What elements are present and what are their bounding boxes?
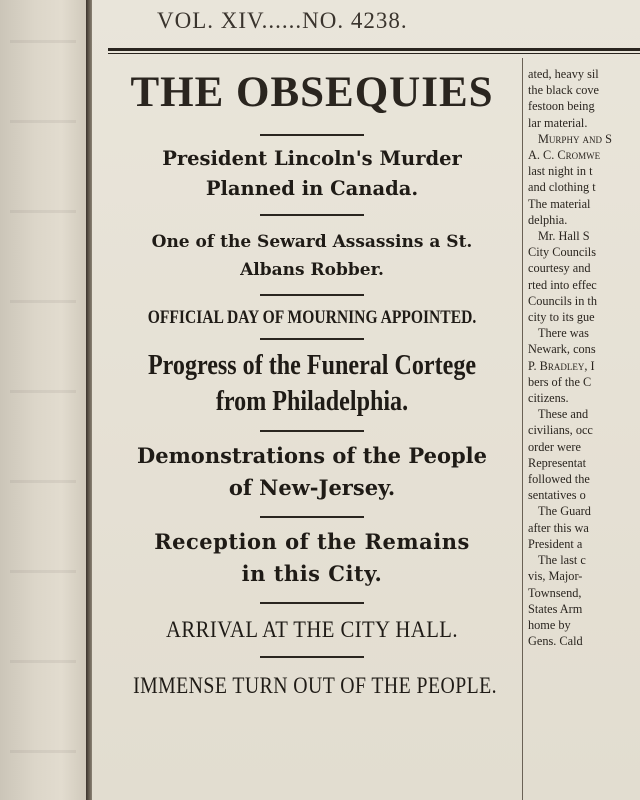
article-line: States Arm <box>528 601 583 616</box>
article-line: The last c <box>538 553 586 568</box>
headline-divider <box>260 430 364 432</box>
deck-city-hall: ARRIVAL AT THE CITY HALL. <box>165 617 459 642</box>
deck-seward-line-1: One of the Seward Assassins a St. <box>151 232 473 252</box>
article-line: There was <box>538 326 589 341</box>
article-line: civilians, occ <box>528 423 593 438</box>
headline-column <box>104 68 520 702</box>
article-line: citizens. <box>528 391 569 406</box>
article-line: courtesy and <box>528 261 591 276</box>
article-line: These and <box>538 407 589 422</box>
adjacent-page-edge <box>0 0 88 800</box>
article-line: last night in t <box>528 164 593 179</box>
article-line: Townsend, <box>528 585 582 600</box>
article-line: rted into effec <box>528 277 597 292</box>
article-line: Newark, cons <box>528 342 596 357</box>
deck-new-jersey-line-1: Demonstrations of the People <box>137 443 487 468</box>
article-line: festoon being <box>528 99 595 114</box>
deck-cortege-line-2: from Philadelphia. <box>215 386 409 417</box>
deck-turnout: IMMENSE TURN OUT OF THE PEOPLE. <box>133 673 498 698</box>
main-headline: THE OBSEQUIES <box>130 69 494 116</box>
deck-remains-line-1: Reception of the Remains <box>154 529 470 554</box>
article-line: followed the <box>528 472 590 487</box>
headline-divider <box>260 656 364 658</box>
article-line: and clothing t <box>528 180 596 195</box>
article-line: Councils in th <box>528 293 598 308</box>
deck-cortege-line-1: Progress of the Funeral Cortege <box>147 350 477 381</box>
headline-divider <box>260 294 364 296</box>
headline-divider <box>260 134 364 136</box>
article-line: sentatives o <box>528 488 586 503</box>
article-line: the black cove <box>528 83 600 98</box>
article-line: lar material. <box>528 115 588 130</box>
deck-canada-line-2: Planned in Canada. <box>205 177 419 200</box>
column-rule <box>522 58 523 800</box>
article-line: delphia. <box>528 212 568 227</box>
article-line: Representat <box>528 455 587 470</box>
deck-remains-line-2: in this City. <box>241 561 383 586</box>
article-line: The material <box>528 196 591 211</box>
article-line: city to its gue <box>528 310 595 325</box>
article-line: bers of the C <box>528 374 592 389</box>
article-line: Mr. Hall S <box>538 229 590 244</box>
headline-divider <box>260 214 364 216</box>
deck-mourning-day: OFFICIAL DAY OF MOURNING APPOINTED. <box>147 307 477 328</box>
article-line: Murphy and S <box>538 131 612 146</box>
article-line: vis, Major- <box>528 569 583 584</box>
deck-new-jersey-line-2: of New-Jersey. <box>228 475 396 500</box>
deck-seward-line-2: Albans Robber. <box>240 260 384 280</box>
article-line: President a <box>528 536 583 551</box>
article-line: P. Bradley, I <box>528 358 595 373</box>
headline-divider <box>260 516 364 518</box>
article-line: A. C. Cromwe <box>528 148 601 163</box>
headline-divider <box>260 602 364 604</box>
volume-number-line: VOL. XIV......NO. 4238. <box>157 8 408 33</box>
header-rule <box>108 48 640 51</box>
headline-divider <box>260 338 364 340</box>
article-line: home by <box>528 617 571 632</box>
article-line: order were <box>528 439 581 454</box>
adjacent-article-column <box>528 66 640 649</box>
header-rule-thin <box>108 53 640 54</box>
article-line: Gens. Cald <box>528 634 583 649</box>
article-line: The Guard <box>538 504 591 519</box>
article-line: City Councils <box>528 245 596 260</box>
article-line: ated, heavy sil <box>528 67 599 81</box>
article-line: after this wa <box>528 520 589 535</box>
deck-canada-line-1: President Lincoln's Murder <box>162 147 462 170</box>
